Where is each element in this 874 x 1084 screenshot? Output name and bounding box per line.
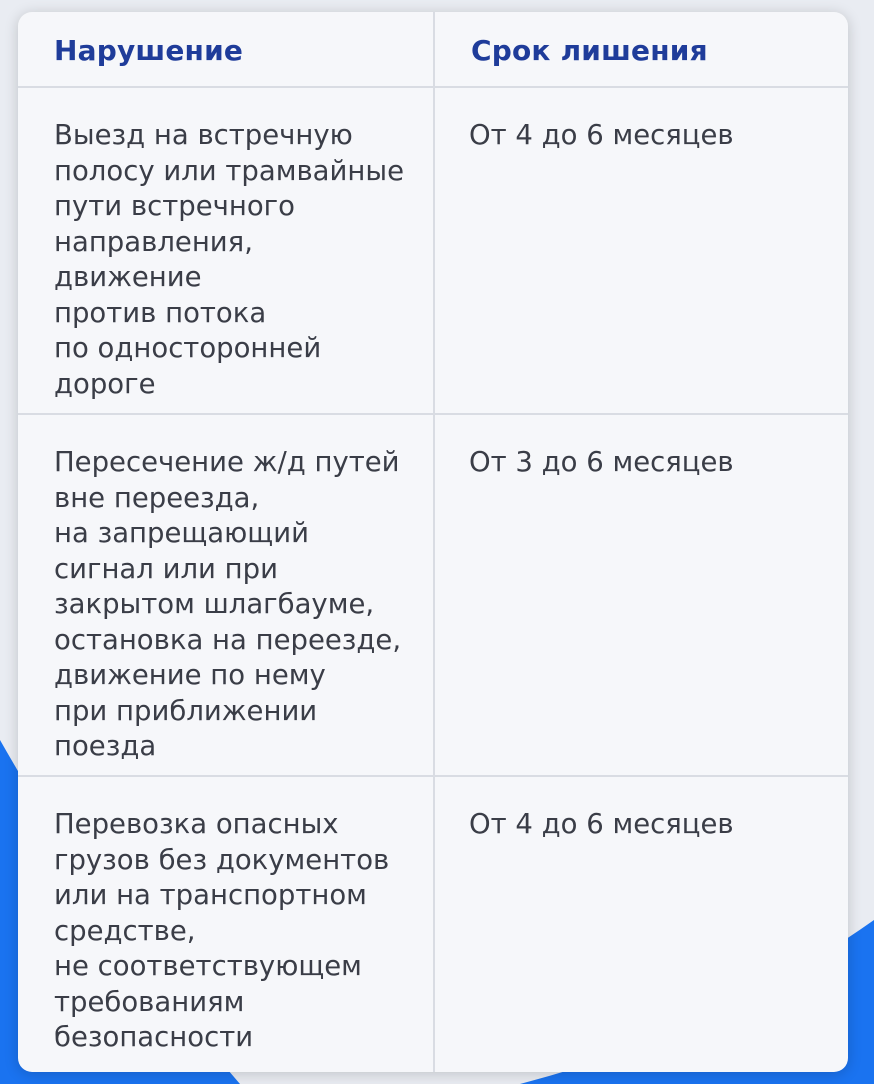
term-cell: От 3 до 6 месяцев — [434, 414, 848, 776]
violation-line: дороге — [54, 367, 156, 400]
violation-line: полосу или трамвайные — [54, 154, 405, 187]
penalty-table-card — [18, 12, 848, 1072]
violation-line: против потока — [54, 296, 267, 329]
table-header-row — [18, 12, 848, 87]
violation-line: средстве, — [54, 914, 196, 947]
violation-cell — [18, 776, 434, 1072]
penalty-table — [18, 12, 848, 1072]
violation-line: пути встречного — [54, 190, 295, 222]
violation-line: при приближении — [54, 694, 318, 727]
violation-line: закрытом шлагбауме, — [54, 588, 375, 620]
violation-line: Выезд на встречную — [54, 119, 353, 151]
violation-line: не соответствующем — [54, 950, 362, 982]
term-cell: От 4 до 6 месяцев — [434, 776, 848, 1072]
violation-line: движение по нему — [54, 659, 326, 691]
table-row — [18, 414, 848, 776]
violation-cell — [18, 414, 434, 776]
violation-line: движение — [54, 261, 202, 293]
violation-line: направления, — [54, 225, 253, 258]
violation-line: по односторонней — [54, 332, 322, 364]
violation-line: или на транспортном — [54, 879, 367, 911]
term-cell: От 4 до 6 месяцев — [434, 87, 848, 414]
violation-line: требованиям — [54, 985, 245, 1018]
violation-line: Пересечение ж/д путей — [54, 446, 400, 478]
violation-line: вне переезда, — [54, 481, 260, 514]
violation-line: поезда — [54, 730, 157, 762]
violation-line: сигнал или при — [54, 552, 278, 585]
violation-line: Перевозка опасных — [54, 808, 339, 840]
header-term: Срок лишения — [434, 12, 848, 87]
violation-cell — [18, 87, 434, 414]
violation-line: на запрещающий — [54, 517, 309, 549]
violation-line: безопасности — [54, 1021, 254, 1053]
violation-line: грузов без документов — [54, 843, 390, 876]
header-violation: Нарушение — [54, 34, 244, 67]
table-row — [18, 87, 848, 414]
violation-line: остановка на переезде, — [54, 623, 402, 656]
table-row — [18, 776, 848, 1072]
